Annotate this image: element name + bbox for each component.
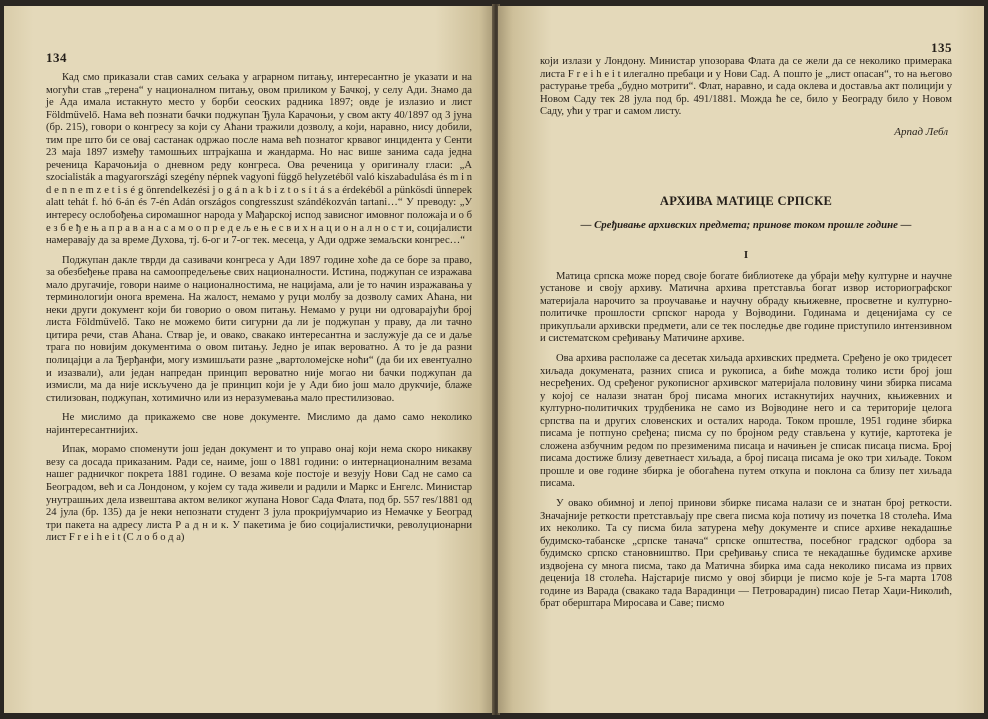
paragraph: У овако обимној и лепој принови збирке писама налази се и знатан број реткости. Значајније реткости претстављају пре свега писма која потичу из почетка 18 столећа. Има их неколико. Та су писма била затурена међу документе и списе архиве некадашње будимско-табанске „српске танача“ српске општества, посебног градског одбора за будимско српско становништво. При сређивању списа те некадашње будимске архиве издвојена су многа писма, тако да Матична збирка има сада неколико писама из првих деценија 18 столећа. Најстарије писмо у овој збирци је писмо које је 5-га марта 1708 године из Варада (свакако тада Варадинци — Петроварадин) писао Петар Хаџи-Николић, брат оберштара Миросава и Саве; писмо <box>540 498 952 610</box>
paragraph: Не мислимо да прикажемо све нове документе. Мислимо да дамо само неколико најинтересантнијих. <box>46 412 472 436</box>
paragraph: Ипак, морамо споменути још један документ и то управо онај који нема скоро никакву везу са досада приказаним. Ради се, наиме, још о 1881 години: о интернационалним везама нашег радничког покрета 1881 године. О везама које постоје и везују Нови Сад не само са Београдом, већ и са Лондоном, у којем су тада живели и радили и Маркс и Енгелс. Министар унутрашњих дела извештава актом великог жупана Новог Сада Флата, под бр. 557 res/1881 од 24 јула (бр. 135) да је неки непознати студент 3 јула прокријумчарио из Немачке у Београд три пакета на адресу листа Р а д н и к. У пакетима је био социјалистички, револуционарни лист F r e i h e i t (С л о б о д а) <box>46 444 472 544</box>
page-number: 134 <box>46 50 67 65</box>
paragraph: Матица српска може поред своје богате библиотеке да убраји међу културне и научне установе и своју архиву. Матична архива претставља богат извор историографског материјала нарочито за проучавање и научну обраду књижевне, просветне и културно-политичке прошлости српског народа у Војводини. Годинама и деценијама су се прикупљали архивски предмети, али се тек последње две године приступило интензивном и систематском сређивању Матичине архиве. <box>540 270 952 345</box>
paragraph: Ова архива располаже са десетак хиљада архивских предмета. Сређено је око тридесет хиљада докумената, разних списа и рукописа, а биће можда толико исти број још несређених. Од сређеног рукописног архивског материјала половину чини збирка писама у којој се налази знатан број писама многих истакнутијих научних, књижевних и културно-политичких трудбеника не само из Војводине него и са територије целога српства па и других словенских и осталих народа. Током прошле, 1951 године збирка писама је потпуно сређена; писма су по бројном реду стављена у кутије, картотека је сложена азбучним редом по презименима писаца и начињен је списак писаца писма. Број писама достиже близу деветнаест хиљада, а број писаца писама је око три хиљаде. Током прошле и ове године збирка је обогаћена путем откупа и поклона са близу пет хиљада писама. <box>540 353 952 490</box>
page-number: 135 <box>931 40 952 55</box>
author-signature: Арпад Лебл <box>894 125 948 138</box>
paragraph: Кад смо приказали став самих сељака у аграрном питању, интересантно је указати и на могући став „терена“ у националном питању, овом приликом у Бачкој, у селу Ади. Знамо да је Ада имала истакнуто место у борби сеоских радника 1897; овде је излазио и лист Földmüvelő. Нама већ познати бачки поджупан Ђула Карачоњи, у свом акту 40/1897 од 3 јуна (бр. 215), говори о конгресу за који су Аћани тражили дозволу, а који, наравно, нису добили, тим пре што би се овај састанак одржао после нама већ познатог крвавог инцидента у Сенти 23 маја 1897 између тамошњих штрајкаша и жандарма. Но нас више занима сада једна реченица Карачоњија о дневном реду конгреса. Ова реченица у оригиналу гласи: „A szocialisták a magyarországi szegény népnek vagyoni függő helyzetéből való kiszabadulása és m i n d e n n e m z e t i s é g önrendelkezési j o g á n a k b i z t o s í t á s a érdekéből a pünkösdi ünnepek alatt tehát f. hó 6-án és 7-én Adán országos congresszust szándékozván tartani…“ У преводу: „У интересу ослобођења сиромашног народа у Мађарској испод зависног имовног положаја и о б е з б е ђ е њ а п р а в а н а с а м о о п р е д е љ е њ е с в и х н а ц и о н а л н о с т и, социјалисти намеравају да за време Духова, тј. 6-ог и 7-ог тек. месеца, у Ади одрже земаљски конгрес…“ <box>46 72 472 247</box>
section-numeral: I <box>743 248 749 261</box>
section-title: АРХИВА МАТИЦЕ СРПСКЕ <box>659 193 833 208</box>
right-page <box>498 6 984 713</box>
continuation-paragraph: који излази у Лондону. Министар упозорава Флата да се жели да се неколико примерака листа F r e i h e i t илегално пребаци и у Нови Сад. А пошто је „лист опасан“, то на његово растурање треба „будно мотрити“. Флат, наравно, и сада оклева и доставља акт полицији у Новом Саду тек 28 јула под бр. 491/1881. Можда ће се, било у Београду било у Новом Саду, ући у траг и самом листу. <box>540 56 952 118</box>
section-subtitle: — Сређивање архивских предмета; принове током прошле године — <box>580 218 912 231</box>
paragraph: Поджупан дакле тврди да сазивачи конгреса у Ади 1897 године хоће да се боре за право, за обезбеђење права на самоопредељење свих националности. Истина, поджупан се изражава мало другачије, говори наиме о националностима, не нацијама, али је то начин изражавања у терминологији онога времена. На жалост, немамо у руци молбу за дозволу самих Аћана, ни неки други документ који би говорио о овом питању. Немамо у руци ни одговарајући број листа Földmüvelő. Тако не можемо бити сигурни да ли је поджупан у праву, да ли тачно цитира речи, став Аћана. Ствар је, и овако, свакако интересантна и заслужује да се и даље трага по новијим документима о овом питању. Једно је ипак вероватно. А то је да разни полицајци а ла Ђерђанфи, могу измишљати разне „вартоломејске ноћи“ (да би их евентуално и изазвали), али један напредан принцип вероватно није могао ни бачки поджупан да измисли, ма да није искључено да је принцип који је у Ади био још мало друкчије, блаже стилизован, поджупан, хотимично или из неразумевања мало престилизовао. <box>46 254 472 404</box>
left-page <box>4 6 494 713</box>
